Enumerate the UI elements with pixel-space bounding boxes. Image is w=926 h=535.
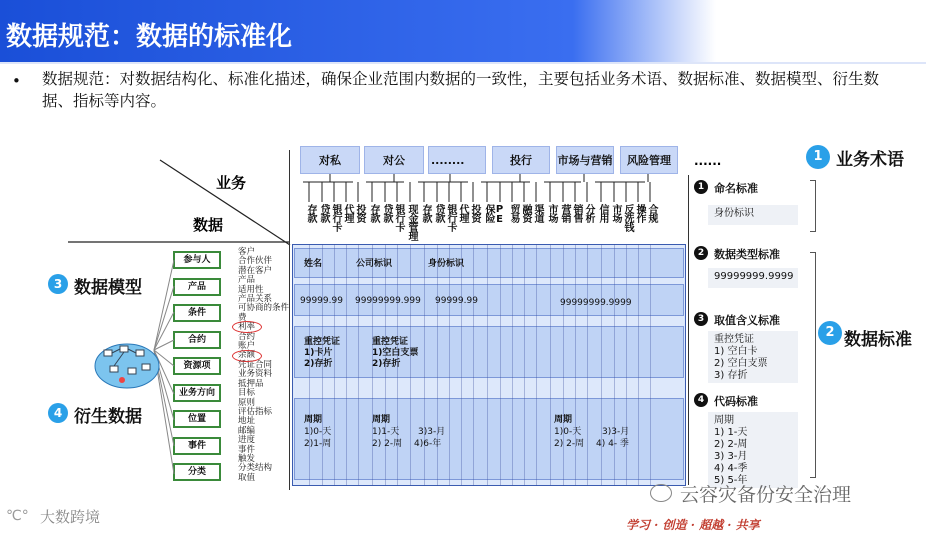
grid-column-line: [550, 244, 551, 486]
grid-column-line: [626, 244, 627, 486]
model-entity-box: 业务方向: [173, 384, 221, 402]
entity-item: 适用性: [238, 284, 264, 295]
grid-column-line: [473, 244, 474, 486]
section-2-badge: 2: [818, 321, 842, 345]
product-label: 贷款: [318, 204, 329, 222]
code-std-badge: 4: [694, 393, 708, 407]
model-entity-box: 条件: [173, 304, 221, 322]
page-title: 数据规范：数据的标准化: [6, 22, 293, 52]
grid-column-line: [575, 244, 576, 486]
biz-header-investment: 投行: [492, 146, 550, 174]
product-label: 销售: [571, 204, 582, 222]
code-std-line-3: 3) 3-月: [714, 451, 748, 462]
product-label: 存款: [305, 204, 316, 222]
watermark-right: 云容灾备份安全治理: [680, 484, 852, 506]
datatype-std-title: 数据类型标准: [714, 248, 780, 261]
code-std-line-1: 1) 1-天: [714, 427, 748, 438]
band4-item-3d: 4) 4- 季: [596, 439, 629, 449]
value-std-body: [708, 331, 798, 383]
band4-item-1a: 1)0-天: [304, 427, 332, 437]
section-1-badge: 1: [806, 145, 830, 169]
band4-header-3: 周期: [554, 415, 573, 425]
section-1-label: 业务术语: [836, 150, 904, 170]
value-std-badge: 3: [694, 312, 708, 326]
product-label: 现金管理: [406, 204, 417, 240]
band1-name: 姓名: [304, 259, 323, 269]
value-std-line-1: 1) 空白卡: [714, 346, 758, 357]
product-label: 投资: [354, 204, 365, 222]
grid-column-line: [536, 244, 537, 486]
highlight-interest: [232, 321, 262, 333]
product-label: 反洗钱: [622, 204, 633, 231]
code-std-line-0: 周期: [714, 415, 734, 426]
grid-column-line: [461, 244, 462, 486]
grid-column-line: [437, 244, 438, 486]
model-entity-box: 分类: [173, 463, 221, 481]
biz-header-risk: 风险管理: [620, 146, 678, 174]
entity-item: 取值: [238, 472, 256, 483]
brace-business-terms: [810, 180, 816, 232]
grid-column-line: [563, 244, 564, 486]
band4-item-3b: 3)3-月: [602, 427, 630, 437]
entity-item: 余额: [238, 350, 256, 361]
section-4-badge: 4: [48, 403, 68, 423]
grid-column-line: [424, 244, 425, 486]
entity-item: 合约: [238, 331, 256, 342]
entity-item: 产品: [238, 275, 256, 286]
highlight-balance: [232, 350, 262, 362]
entity-item: 客户: [238, 247, 256, 257]
biz-header-ellipsis: ......: [694, 154, 722, 168]
grid-column-line: [346, 244, 347, 486]
band3-item-1b: 2)存折: [304, 359, 333, 369]
grid-column-line: [449, 244, 450, 486]
entity-item: 原则: [238, 397, 256, 408]
code-std-title: 代码标准: [714, 395, 758, 408]
corner-business-label: 业务: [216, 174, 247, 192]
product-label: 代理: [457, 204, 468, 222]
biz-header-marketing: 市场与营销: [556, 146, 614, 174]
grid-column-line: [638, 244, 639, 486]
entity-item: 评估指标: [238, 406, 273, 417]
product-label: 融资: [520, 204, 531, 222]
entity-list: [238, 248, 289, 483]
biz-header-private: 对私: [300, 146, 360, 174]
section-4-label: 衍生数据: [74, 407, 142, 427]
grid-column-line: [650, 244, 651, 486]
code-std-line-5: 5) 5-年: [714, 475, 748, 486]
band3-item-2a: 1)空白支票: [372, 348, 419, 358]
product-label: 信用: [597, 204, 608, 222]
product-label: 合规: [646, 204, 657, 222]
entity-item: 费: [238, 312, 247, 323]
band1-identity-id: 身份标识: [428, 259, 465, 269]
tree-connectors: [290, 174, 670, 206]
grid-column-line: [587, 244, 588, 486]
band4-item-3c: 2) 2-周: [554, 439, 585, 449]
entity-item: 分类结构: [238, 463, 273, 474]
band2-value-3: 99999.99: [435, 296, 478, 306]
model-entity-box: 位置: [173, 410, 221, 428]
model-entity-box: 事件: [173, 437, 221, 455]
naming-std-title: 命名标准: [714, 182, 758, 195]
band2-value-1: 99999.99: [300, 296, 343, 306]
code-std-body: [708, 412, 798, 488]
grid-column-line: [410, 244, 411, 486]
band3-item-1a: 1)卡片: [304, 348, 333, 358]
band4-item-1b: 2)1-周: [304, 439, 332, 449]
product-label: 操作: [634, 204, 645, 222]
product-label: 投资: [469, 204, 480, 222]
band1-company-id: 公司标识: [356, 259, 393, 269]
entity-item: 可协商的条件: [238, 303, 290, 314]
grid-column-line: [358, 244, 359, 486]
datatype-std-badge: 2: [694, 246, 708, 260]
right-column-line: [688, 175, 689, 485]
intro-text: 数据规范：对数据结构化、标准化描述，确保企业范围内数据的一致性，主要包括业务术语、数据标准、数据模型、衍生数据、指标等内容。: [42, 70, 880, 110]
grid-column-line: [601, 244, 602, 486]
value-std-line-3: 3) 存折: [714, 370, 748, 381]
band4-item-2a: 1)1-天: [372, 427, 400, 437]
entity-item: 凭证合同: [238, 359, 273, 370]
product-label: 营销: [559, 204, 570, 222]
entity-item: 地址: [238, 416, 256, 427]
model-entity-box: 合约: [173, 331, 221, 349]
entity-item: 账户: [238, 341, 256, 352]
band4-header-2: 周期: [372, 415, 391, 425]
product-label: 分析: [583, 204, 594, 222]
band4-item-2b: 3)3-月: [418, 427, 446, 437]
band2-value-4: 99999999.9999: [560, 298, 632, 308]
product-label: 银行卡: [330, 204, 341, 231]
slogan: 学习 · 创造 · 超越 · 共享: [626, 518, 760, 532]
product-label: 保险: [483, 204, 494, 222]
value-std-line-0: 重控凭证: [714, 334, 754, 345]
entity-item: 目标: [238, 388, 256, 399]
brace-data-standards: [810, 252, 816, 478]
grid-column-line: [487, 244, 488, 486]
watermark-left-icon: ℃°: [6, 508, 29, 524]
code-std-line-2: 2) 2-周: [714, 439, 748, 450]
corner-data-label: 数据: [193, 216, 224, 234]
datatype-std-body: [708, 268, 798, 288]
section-3-badge: 3: [48, 274, 68, 294]
product-label: 市场: [546, 204, 557, 222]
band4-item-2d: 4)6-年: [414, 439, 442, 449]
product-label: PE: [494, 204, 505, 224]
entity-item: 合作伙伴: [238, 256, 273, 267]
grid-column-line: [500, 244, 501, 486]
section-2-label: 数据标准: [844, 330, 912, 350]
wechat-icon: [650, 484, 672, 502]
product-label: 代理: [342, 204, 353, 222]
product-label: 渠道: [532, 204, 543, 222]
entity-item: 进度: [238, 435, 256, 446]
bullet-marker: •: [12, 72, 21, 90]
grid-column-line: [334, 244, 335, 486]
product-label: 存款: [368, 204, 379, 222]
entity-item: 产品关系: [238, 294, 273, 305]
value-std-title: 取值含义标准: [714, 314, 780, 327]
data-model-icon: [92, 336, 162, 392]
entity-item: 触发: [238, 453, 256, 464]
band4-item-3a: 1)0-天: [554, 427, 582, 437]
corner-diagonal: [60, 150, 300, 250]
band3-item-2b: 2)存折: [372, 359, 401, 369]
product-label: 贷款: [381, 204, 392, 222]
grid-column-line: [614, 244, 615, 486]
biz-header-more: ........: [428, 146, 486, 174]
product-label: 银行卡: [393, 204, 404, 231]
watermark-left: 大数跨境: [40, 508, 101, 526]
model-entity-box: 产品: [173, 278, 221, 296]
product-label: 市场: [610, 204, 621, 222]
product-label: 银行卡: [445, 204, 456, 231]
band3-header-2: 重控凭证: [372, 337, 409, 347]
band4-header-1: 周期: [304, 415, 323, 425]
band2-value-2: 99999999.999: [355, 296, 421, 306]
naming-std-badge: 1: [694, 180, 708, 194]
product-label: 贷款: [433, 204, 444, 222]
product-label: 存款: [420, 204, 431, 222]
entity-item: 利率: [238, 322, 256, 333]
code-std-line-4: 4) 4-季: [714, 463, 748, 474]
model-entity-box: 资源项: [173, 357, 221, 375]
value-std-line-2: 2) 空白支票: [714, 358, 768, 369]
product-label: 贸易: [508, 204, 519, 222]
band4-item-2c: 2) 2-周: [372, 439, 403, 449]
grid-column-line: [524, 244, 525, 486]
biz-header-corporate: 对公: [364, 146, 424, 174]
section-3-label: 数据模型: [74, 278, 142, 298]
entity-item: 业务资料: [238, 369, 273, 380]
model-entity-box: 参与人: [173, 251, 221, 269]
entity-item: 事件: [238, 444, 256, 455]
naming-std-line: 身份标识: [714, 208, 754, 219]
entity-item: 潜在客户: [238, 265, 273, 276]
grid-column-line: [512, 244, 513, 486]
datatype-std-line: 99999999.9999: [714, 271, 794, 282]
entity-item: 邮编: [238, 425, 256, 436]
band3-header-1: 重控凭证: [304, 337, 341, 347]
naming-std-body: [708, 205, 798, 225]
divider: [0, 62, 926, 64]
entity-item: 抵押品: [238, 378, 264, 389]
